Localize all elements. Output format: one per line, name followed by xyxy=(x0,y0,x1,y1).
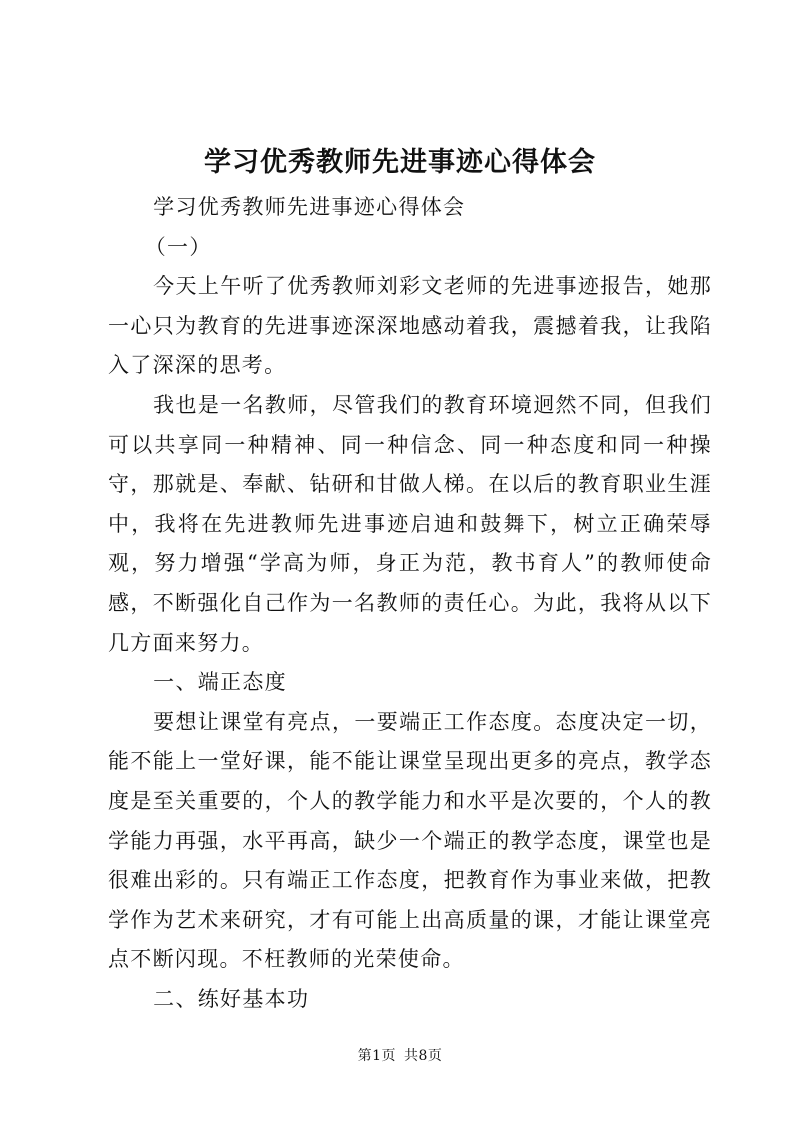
paragraph-attitude: 要想让课堂有亮点，一要端正工作态度。态度决定一切，能不能上一堂好课，能不能让课堂呈现出更多的亮点，教学态度是至关重要的，个人的教学能力和水平是次要的，个人的教学能力再强，水平再高，缺少一个端正的教学态度，课堂也是很难出彩的。只有端正工作态度，把教育作为事业来做，把教学作为艺术来研究，才有可能上出高质量的课，才能让课堂亮点不断闪现。不枉教师的光荣使命。 xyxy=(108,709,712,972)
page-number: 第1页 xyxy=(357,1048,396,1064)
subtitle-paragraph: 学习优秀教师先进事迹心得体会 xyxy=(153,195,466,219)
paragraph-commitment: 我也是一名教师，尽管我们的教育环境迥然不同，但我们可以共享同一种精神、同一种信念、同一种态度和同一种操守，那就是、奉献、钻研和甘做人梯。在以后的教育职业生涯中，我将在先进教师先进事迹启迪和鼓舞下，树立正确荣辱观，努力增强“学高为师，身正为范，教书育人”的教师使命感，不断强化自己作为一名教师的责任心。为此，我将从以下几方面来努力。 xyxy=(108,392,712,655)
section-number: （一） xyxy=(144,234,212,259)
paragraph-intro: 今天上午听了优秀教师刘彩文老师的先进事迹报告，她那一心只为教育的先进事迹深深地感动着我，震撼着我，让我陷入了深深的思考。 xyxy=(108,274,712,378)
document-title: 学习优秀教师先进事迹心得体会 xyxy=(204,147,596,178)
document-body xyxy=(108,188,712,1019)
heading-attitude: 一、端正态度 xyxy=(153,670,287,695)
page-footer xyxy=(0,1046,800,1066)
heading-basic-skills: 二、练好基本功 xyxy=(153,986,310,1011)
page-total: 共8页 xyxy=(404,1048,443,1064)
